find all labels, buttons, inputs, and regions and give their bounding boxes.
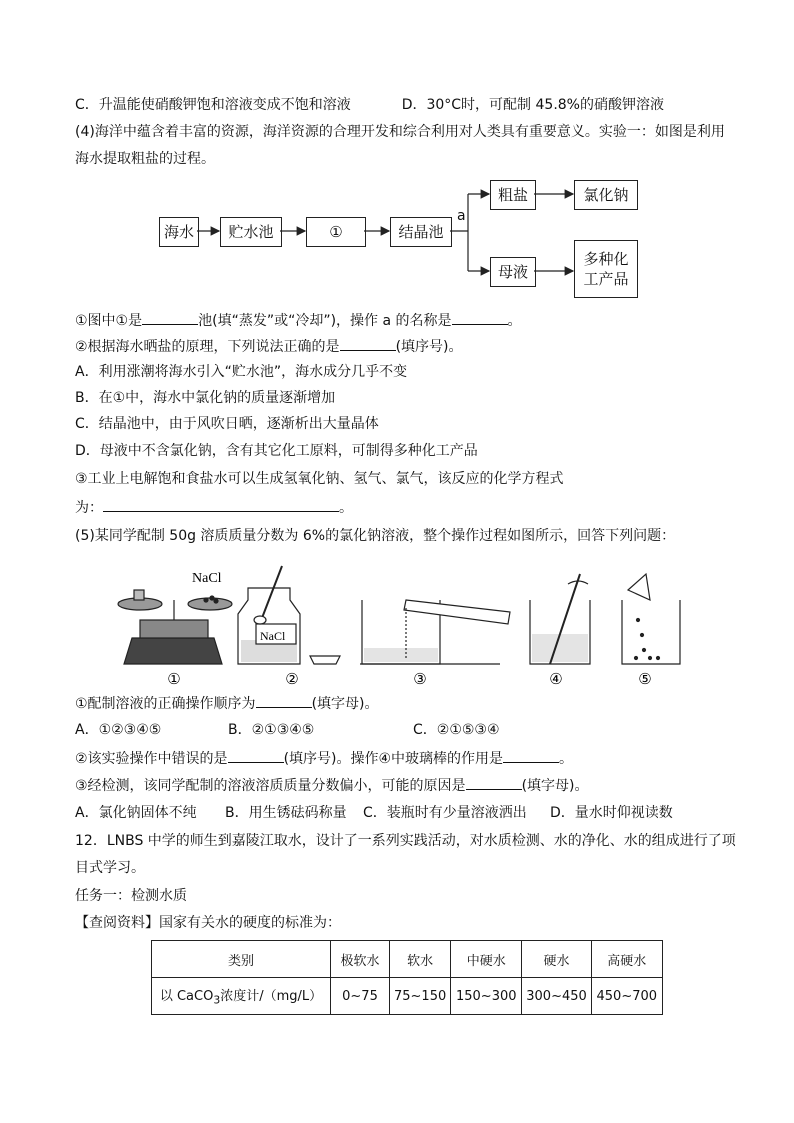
hardness-table bbox=[151, 940, 663, 1015]
answer-blank[interactable] bbox=[503, 748, 559, 763]
table-header-cell: 高硬水 bbox=[591, 941, 662, 978]
q5-sub3-option-d: D．量水时仰视读数 bbox=[550, 805, 673, 821]
q5-sub1-options bbox=[75, 720, 500, 740]
q4-option-a: A．利用涨潮将海水引入“贮水池”，海水成分几乎不变 bbox=[75, 364, 408, 380]
table-cell: 450~700 bbox=[591, 978, 662, 1015]
option-c-text: C．升温能使硝酸钾饱和溶液变成不饱和溶液 bbox=[75, 97, 351, 113]
q5-sub2-b: (填序号)。操作④中玻璃棒的作用是 bbox=[283, 751, 504, 767]
fig-label-1: ① bbox=[167, 670, 181, 688]
row-label-pre: 以 CaCO bbox=[159, 989, 214, 1005]
table-header-cell: 硬水 bbox=[522, 941, 592, 978]
flow-crude-salt: 粗盐 bbox=[490, 180, 536, 210]
q5-sub3-a: ③经检测，该同学配制的溶液溶质质量分数偏小，可能的原因是 bbox=[75, 778, 466, 794]
reagent-bottle-icon bbox=[238, 566, 340, 664]
row-label-post: 浓度计/（mg/L） bbox=[220, 989, 323, 1005]
q5-sub1-b: (填字母)。 bbox=[311, 696, 379, 712]
nacl-label-bottle: NaCl bbox=[260, 629, 286, 643]
question-12-intro: 12．LNBS 中学的师生到嘉陵江取水，设计了一系列实践活动，对水质检测、水的净化、水的组成进行了项 bbox=[75, 833, 736, 849]
option-d-text: D．30°C时，可配制 45.8%的硝酸钾溶液 bbox=[401, 97, 664, 113]
table-header-cell: 软水 bbox=[390, 941, 451, 978]
q5-sub2-a: ②该实验操作中错误的是 bbox=[75, 751, 228, 767]
flow-op-a: a bbox=[457, 208, 466, 224]
q5-option-c: C．②①⑤③④ bbox=[413, 722, 500, 738]
q5-sub3 bbox=[75, 775, 589, 796]
q5-sub3-option-c: C．装瓶时有少量溶液洒出 bbox=[363, 805, 527, 821]
q4-option-c: C．结晶池中，由于风吹日晒，逐渐析出大量晶体 bbox=[75, 416, 379, 432]
q4-option-d: D．母液中不含氯化钠，含有其它化工原料，可制得多种化工产品 bbox=[75, 443, 478, 459]
flow-step1: ① bbox=[306, 217, 366, 247]
nacl-label-balance: NaCl bbox=[192, 571, 222, 586]
table-row-label bbox=[152, 978, 331, 1015]
answer-blank[interactable] bbox=[103, 497, 339, 512]
q4-sub1-c: 。 bbox=[507, 313, 522, 329]
pouring-beaker-icon bbox=[622, 574, 680, 664]
answer-blank[interactable] bbox=[452, 310, 508, 325]
answer-blank[interactable] bbox=[142, 310, 198, 325]
table-header-cell: 极软水 bbox=[331, 941, 390, 978]
q5-sub3-option-a: A．氯化钠固体不纯 bbox=[75, 805, 197, 821]
flow-mother-liquor: 母液 bbox=[490, 257, 536, 287]
reference-heading: 【查阅资料】国家有关水的硬度的标准为： bbox=[75, 915, 341, 931]
question-12-intro-cont: 目式学习。 bbox=[75, 860, 145, 876]
beaker-cylinder-icon bbox=[360, 600, 510, 664]
q5-option-a: A．①②③④⑤ bbox=[75, 722, 162, 738]
row-label-sub: 3 bbox=[213, 993, 221, 1007]
table-cell: 75~150 bbox=[390, 978, 451, 1015]
fig-label-5: ⑤ bbox=[638, 670, 652, 688]
solution-prep-figure bbox=[110, 560, 710, 690]
q5-option-b: B．②①③④⑤ bbox=[228, 722, 315, 738]
q4-sub2-b: (填序号)。 bbox=[395, 339, 463, 355]
q4-sub3: ③工业上电解饱和食盐水可以生成氢氧化钠、氢气、氯气，该反应的化学方程式 bbox=[75, 471, 564, 487]
q5-sub3-option-b: B．用生锈砝码称量 bbox=[225, 805, 347, 821]
flow-reservoir: 贮水池 bbox=[220, 217, 282, 247]
q5-sub2 bbox=[75, 748, 573, 769]
fig-label-2: ② bbox=[285, 670, 299, 688]
q5-sub1-a: ①配制溶液的正确操作顺序为 bbox=[75, 696, 256, 712]
answer-blank[interactable] bbox=[228, 748, 284, 763]
question-4-intro-cont: 海水提取粗盐的过程。 bbox=[75, 151, 215, 167]
answer-blank[interactable] bbox=[340, 336, 396, 351]
q5-sub3-b: (填字母)。 bbox=[521, 778, 589, 794]
flow-seawater: 海水 bbox=[159, 217, 199, 247]
q4-sub3-prefix: 为： bbox=[75, 500, 103, 516]
table-cell: 150~300 bbox=[451, 978, 522, 1015]
q4-sub1-a: ①图中①是 bbox=[75, 313, 143, 329]
flow-nacl: 氯化钠 bbox=[574, 180, 638, 210]
q4-sub2-a: ②根据海水晒盐的原理，下列说法正确的是 bbox=[75, 339, 340, 355]
table-cell: 0~75 bbox=[331, 978, 390, 1015]
q4-sub2 bbox=[75, 336, 463, 357]
table-header-cell: 中硬水 bbox=[451, 941, 522, 978]
q4-sub3-answer bbox=[75, 497, 353, 518]
q5-sub1 bbox=[75, 693, 379, 714]
q4-option-b: B．在①中，海水中氯化钠的质量逐渐增加 bbox=[75, 390, 336, 406]
q4-sub1-b: 池(填“蒸发”或“冷却”)，操作 a 的名称是 bbox=[198, 313, 452, 329]
flow-products-line1: 多种化 bbox=[583, 250, 629, 268]
flow-arrows bbox=[0, 0, 794, 320]
stirring-beaker-icon bbox=[530, 574, 590, 664]
task-one-heading: 任务一：检测水质 bbox=[75, 888, 187, 904]
fig-label-4: ④ bbox=[549, 670, 563, 688]
answer-blank[interactable] bbox=[256, 693, 312, 708]
q4-sub1 bbox=[75, 310, 522, 331]
table-row bbox=[152, 978, 663, 1015]
q5-sub3-options bbox=[75, 803, 673, 823]
balance-icon bbox=[118, 590, 232, 664]
table-cell: 300~450 bbox=[522, 978, 592, 1015]
flow-crystal-pool: 结晶池 bbox=[390, 217, 452, 247]
fig-label-3: ③ bbox=[413, 670, 427, 688]
q5-sub2-c: 。 bbox=[559, 751, 574, 767]
flow-products-line2: 工产品 bbox=[583, 270, 629, 288]
question-4-intro: (4)海洋中蕴含着丰富的资源，海洋资源的合理开发和综合利用对人类具有重要意义。实验一：如图是利用 bbox=[75, 124, 725, 140]
table-header-row bbox=[152, 941, 663, 978]
q4-sub3-suffix: 。 bbox=[339, 500, 353, 516]
question-5-intro: (5)某同学配制 50g 溶质质量分数为 6%的氯化钠溶液，整个操作过程如图所示，回答下列问题： bbox=[75, 528, 676, 544]
table-header-cell: 类别 bbox=[152, 941, 331, 978]
answer-blank[interactable] bbox=[466, 775, 522, 790]
